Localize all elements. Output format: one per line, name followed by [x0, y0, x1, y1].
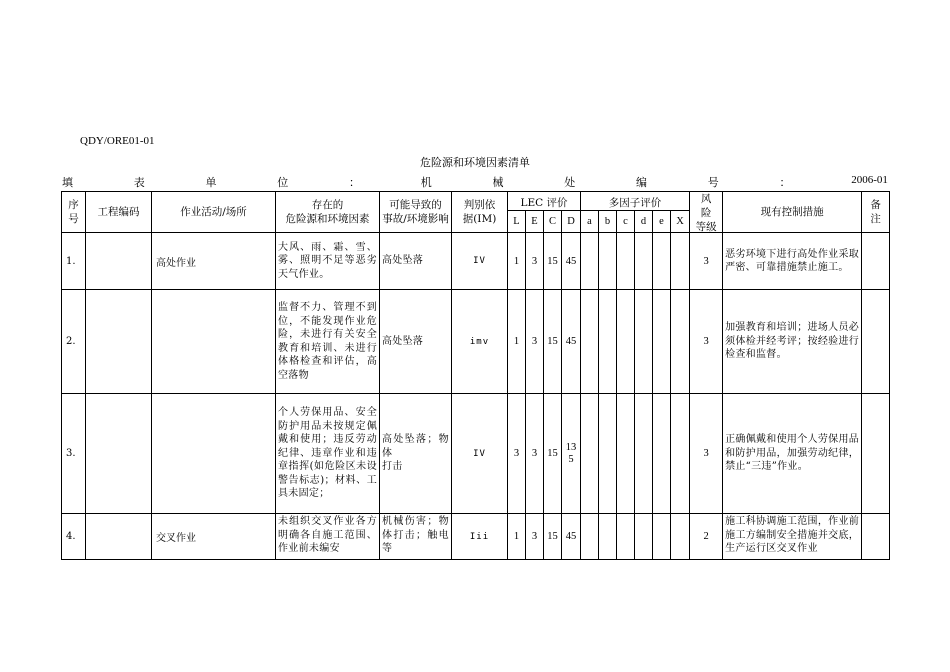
row-multi-b	[599, 233, 617, 290]
fill-char: ：	[349, 176, 360, 189]
header-multi-e: e	[653, 211, 671, 233]
hazard-table	[61, 191, 890, 560]
row-consequence: 高处坠落；物体 打击	[380, 394, 452, 514]
row-hazard-text: 未组织交叉作业各方明确各自施工范围、作业前未编安	[278, 516, 377, 554]
row-multi-c	[617, 233, 635, 290]
row-lec-e: 3	[526, 233, 544, 290]
row-multi-x	[671, 233, 690, 290]
row-project-code	[86, 394, 152, 514]
header-hazard: 存在的 危险源和环境因素	[276, 192, 380, 233]
row-risk-level: 3	[690, 290, 723, 394]
row-activity: 交叉作业	[152, 514, 276, 560]
row-multi-c	[617, 290, 635, 394]
fill-char: 号	[707, 176, 719, 189]
table-row	[62, 514, 890, 560]
header-risk-level-text: 风 险 等级	[695, 193, 717, 232]
row-consequence	[380, 514, 452, 560]
fill-char: 编	[636, 176, 647, 189]
row-multi-b	[599, 290, 617, 394]
row-seq: 3.	[62, 394, 86, 514]
header-activity: 作业活动/场所	[152, 192, 276, 233]
row-controls	[723, 514, 862, 560]
row-multi-x	[671, 290, 690, 394]
row-lec-d: 45	[562, 233, 581, 290]
document-title: 危险源和环境因素清单	[420, 156, 530, 169]
row-multi-a	[581, 233, 599, 290]
header-consequence	[380, 192, 452, 233]
row-controls: 恶劣环境下进行高处作业采取严密、可靠措施禁止施工。	[723, 233, 862, 290]
row-multi-e	[653, 290, 671, 394]
row-multi-d	[635, 514, 653, 560]
header-risk-level	[690, 192, 723, 233]
header-multi-a: a	[581, 211, 599, 233]
fill-char: 处	[564, 176, 576, 189]
fill-char: 单	[205, 176, 217, 189]
row-multi-d	[635, 290, 653, 394]
row-hazard: 监督不力、管理不到位，不能发现作业危险，未进行有关安全教育和培训、未进行体格检查和评估，高空落物	[276, 290, 380, 394]
row-lec-c: 15	[544, 394, 562, 514]
row-multi-e	[653, 514, 671, 560]
header-remarks: 备 注	[862, 192, 890, 233]
row-multi-x	[671, 394, 690, 514]
header-lec-d: D	[562, 211, 581, 233]
fill-char: 位	[277, 176, 289, 189]
row-consequence: 高处坠落	[380, 233, 452, 290]
header-multi-d: d	[635, 211, 653, 233]
row-multi-c	[617, 394, 635, 514]
row-controls: 正确佩戴和使用个人劳保用品和防护用品，加强劳动纪律，禁止“三违”作业。	[723, 394, 862, 514]
row-seq: 1.	[62, 233, 86, 290]
header-lec-l: L	[508, 211, 526, 233]
header-consequence-text: 可能导致的 事故/环境影响	[382, 199, 449, 225]
fill-char: 械	[492, 176, 504, 189]
row-activity	[152, 290, 276, 394]
fill-in-line	[62, 174, 888, 190]
header-multi-b: b	[599, 211, 617, 233]
table-row	[62, 290, 890, 394]
row-remarks	[862, 394, 890, 514]
row-lec-d: 45	[562, 290, 581, 394]
row-lec-d: 45	[562, 514, 581, 560]
row-controls-text: 施工科协调施工范围，作业前施工方编制安全措施并交底，生产运行区交叉作业	[725, 516, 860, 554]
table-row	[62, 233, 890, 290]
row-lec-l: 1	[508, 514, 526, 560]
row-multi-b	[599, 514, 617, 560]
row-lec-l: 1	[508, 290, 526, 394]
row-lec-c: 15	[544, 233, 562, 290]
header-lec-group: LEC 评价	[508, 192, 581, 211]
header-lec-e: E	[526, 211, 544, 233]
row-lec-e: 3	[526, 514, 544, 560]
fill-char: 填	[62, 176, 73, 189]
row-lec-c: 15	[544, 514, 562, 560]
row-remarks	[862, 514, 890, 560]
row-basis: Iii	[452, 514, 508, 560]
row-lec-l: 1	[508, 233, 526, 290]
row-multi-c	[617, 514, 635, 560]
row-hazard: 大风、雨、霜、雪、雾、照明不足等恶劣天气作业。	[276, 233, 380, 290]
row-remarks	[862, 290, 890, 394]
fill-char: 机	[420, 176, 432, 189]
row-project-code	[86, 514, 152, 560]
document-code: QDY/ORE01-01	[80, 135, 155, 147]
fill-char: 表	[133, 176, 145, 189]
row-activity: 高处作业	[152, 233, 276, 290]
fill-char: ：	[779, 176, 791, 189]
row-multi-e	[653, 233, 671, 290]
row-lec-d: 13 5	[562, 394, 581, 514]
row-risk-level: 3	[690, 394, 723, 514]
row-multi-x	[671, 514, 690, 560]
header-seq: 序 号	[62, 192, 86, 233]
header-controls: 现有控制措施	[723, 192, 862, 233]
header-multi-x: X	[671, 211, 690, 233]
row-lec-e: 3	[526, 290, 544, 394]
row-lec-c: 15	[544, 290, 562, 394]
row-basis: IV	[452, 394, 508, 514]
row-project-code	[86, 233, 152, 290]
row-controls: 加强教育和培训；进场人员必须体检并经考评；按经验进行检查和监督。	[723, 290, 862, 394]
row-project-code	[86, 290, 152, 394]
row-multi-b	[599, 394, 617, 514]
row-activity	[152, 394, 276, 514]
row-multi-d	[635, 394, 653, 514]
header-basis: 判别依 据(IM)	[452, 192, 508, 233]
row-multi-e	[653, 394, 671, 514]
row-basis: imv	[452, 290, 508, 394]
row-seq: 4.	[62, 514, 86, 560]
row-lec-l: 3	[508, 394, 526, 514]
row-multi-d	[635, 233, 653, 290]
header-multi-group: 多因子评价	[581, 192, 690, 211]
table-row	[62, 394, 890, 514]
row-hazard: 个人劳保用品、安全防护用品未按规定佩戴和使用；违反劳动纪律、违章作业和违章指挥(如危险区未设警告标志)；材料、工具未固定；	[276, 394, 380, 514]
row-consequence: 高处坠落	[380, 290, 452, 394]
row-risk-level: 2	[690, 514, 723, 560]
row-multi-a	[581, 394, 599, 514]
header-multi-c: c	[617, 211, 635, 233]
header-project-code: 工程编码	[86, 192, 152, 233]
row-lec-e: 3	[526, 394, 544, 514]
header-lec-c: C	[544, 211, 562, 233]
row-hazard	[276, 514, 380, 560]
row-multi-a	[581, 290, 599, 394]
row-seq: 2.	[62, 290, 86, 394]
fill-date: 2006-01	[851, 174, 888, 186]
row-consequence-text: 机械伤害；物体打击；触电等	[382, 516, 449, 554]
row-basis: IV	[452, 233, 508, 290]
row-risk-level: 3	[690, 233, 723, 290]
row-multi-a	[581, 514, 599, 560]
row-remarks	[862, 233, 890, 290]
